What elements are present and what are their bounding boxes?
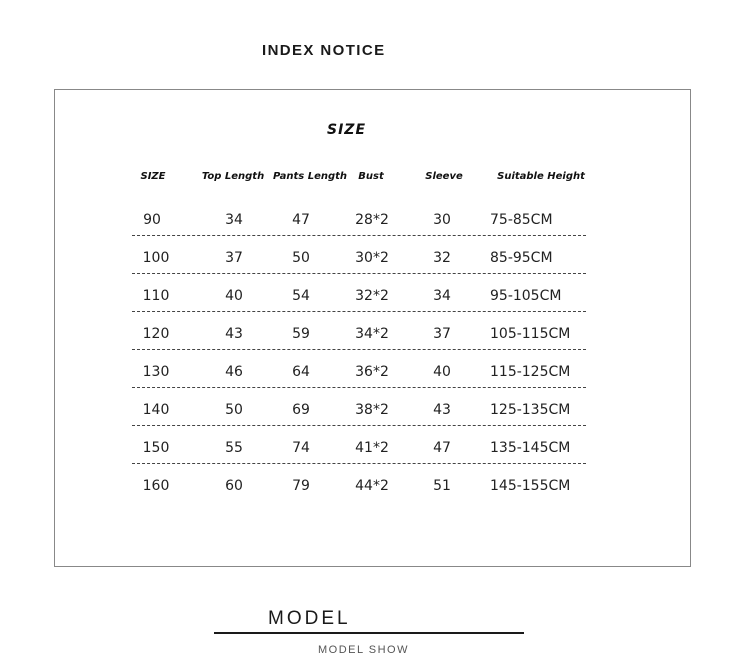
cell-size: 160 <box>142 478 170 494</box>
cell-size: 130 <box>142 364 170 380</box>
table-row <box>55 288 690 326</box>
cell-bust: 41*2 <box>355 440 389 456</box>
cell-sleeve: 40 <box>433 364 451 380</box>
cell-pants-length: 59 <box>292 326 310 342</box>
row-divider <box>132 311 586 312</box>
column-header-top-length: Top Length <box>201 171 265 182</box>
cell-sleeve: 43 <box>433 402 451 418</box>
cell-suitable-height: 105-115CM <box>490 326 571 342</box>
cell-top-length: 50 <box>225 402 243 418</box>
column-header-pants-length: Pants Length <box>272 171 348 182</box>
cell-sleeve: 51 <box>433 478 451 494</box>
page-title: INDEX NOTICE <box>262 42 386 59</box>
table-row <box>55 250 690 288</box>
cell-top-length: 43 <box>225 326 243 342</box>
cell-suitable-height: 145-155CM <box>490 478 571 494</box>
cell-pants-length: 74 <box>292 440 310 456</box>
table-row <box>55 478 690 516</box>
cell-suitable-height: 75-85CM <box>490 212 553 228</box>
cell-top-length: 34 <box>225 212 243 228</box>
cell-suitable-height: 85-95CM <box>490 250 553 266</box>
cell-bust: 32*2 <box>355 288 389 304</box>
table-row <box>55 212 690 250</box>
cell-sleeve: 32 <box>433 250 451 266</box>
cell-bust: 38*2 <box>355 402 389 418</box>
cell-bust: 30*2 <box>355 250 389 266</box>
cell-suitable-height: 115-125CM <box>490 364 571 380</box>
model-section-title: MODEL <box>268 608 351 629</box>
cell-bust: 28*2 <box>355 212 389 228</box>
cell-pants-length: 69 <box>292 402 310 418</box>
size-chart-heading: SIZE <box>327 122 367 138</box>
cell-top-length: 60 <box>225 478 243 494</box>
table-row <box>55 402 690 440</box>
model-section-subtitle: MODEL SHOW <box>318 644 409 656</box>
cell-bust: 44*2 <box>355 478 389 494</box>
model-section-underline <box>214 632 524 634</box>
cell-size: 140 <box>142 402 170 418</box>
cell-pants-length: 54 <box>292 288 310 304</box>
table-row <box>55 364 690 402</box>
cell-top-length: 37 <box>225 250 243 266</box>
cell-sleeve: 30 <box>433 212 451 228</box>
cell-pants-length: 47 <box>292 212 310 228</box>
table-row <box>55 326 690 364</box>
cell-size: 100 <box>142 250 170 266</box>
cell-pants-length: 50 <box>292 250 310 266</box>
row-divider <box>132 273 586 274</box>
cell-pants-length: 79 <box>292 478 310 494</box>
table-row <box>55 440 690 478</box>
row-divider <box>132 387 586 388</box>
row-divider <box>132 463 586 464</box>
cell-sleeve: 47 <box>433 440 451 456</box>
cell-suitable-height: 125-135CM <box>490 402 571 418</box>
cell-bust: 34*2 <box>355 326 389 342</box>
row-divider <box>132 235 586 236</box>
column-header-bust: Bust <box>358 171 384 182</box>
cell-sleeve: 37 <box>433 326 451 342</box>
cell-size: 150 <box>142 440 170 456</box>
cell-suitable-height: 95-105CM <box>490 288 562 304</box>
column-header-suitable-height: Suitable Height <box>497 171 585 182</box>
column-header-size: SIZE <box>140 171 166 182</box>
cell-size: 110 <box>142 288 170 304</box>
cell-top-length: 55 <box>225 440 243 456</box>
cell-size: 120 <box>142 326 170 342</box>
cell-size: 90 <box>143 212 161 228</box>
row-divider <box>132 349 586 350</box>
row-divider <box>132 425 586 426</box>
cell-top-length: 40 <box>225 288 243 304</box>
cell-pants-length: 64 <box>292 364 310 380</box>
cell-sleeve: 34 <box>433 288 451 304</box>
cell-suitable-height: 135-145CM <box>490 440 571 456</box>
column-header-sleeve: Sleeve <box>425 171 463 182</box>
size-chart <box>54 89 691 567</box>
cell-top-length: 46 <box>225 364 243 380</box>
cell-bust: 36*2 <box>355 364 389 380</box>
